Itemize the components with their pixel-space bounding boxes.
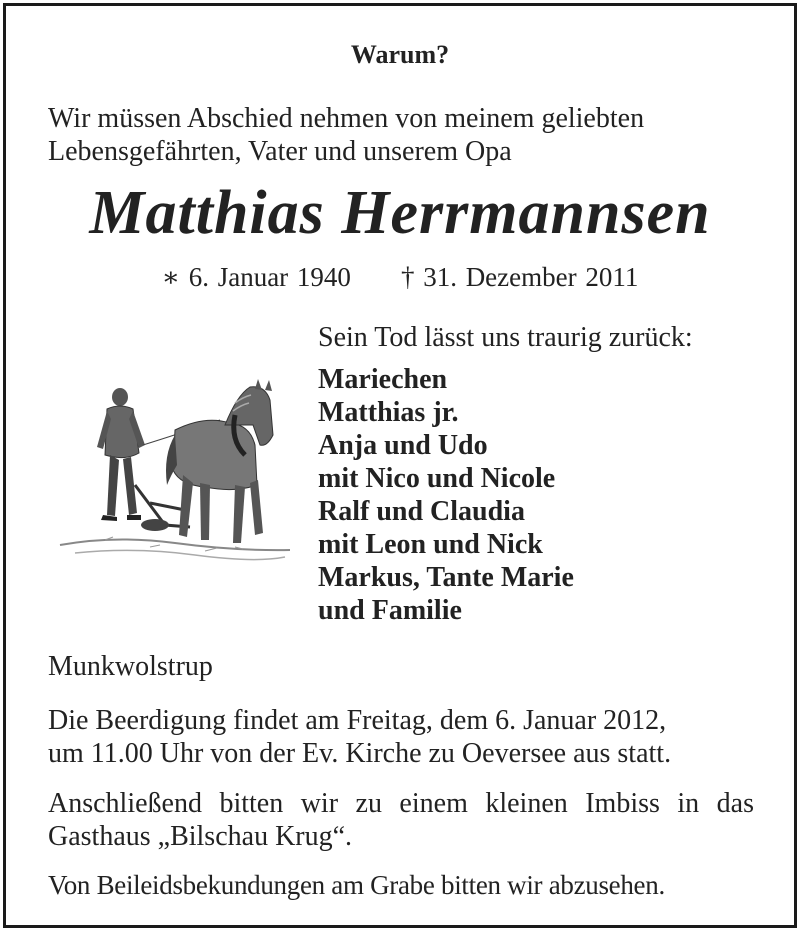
- funeral-line: Die Beerdigung findet am Freitag, dem 6. Januar 2012,: [48, 705, 667, 736]
- mourner-name: mit Leon und Nick: [318, 529, 543, 560]
- reception-info: Anschließend bitten wir zu einem kleinen Imbiss in das Gasthaus „Bilschau Krug“.: [48, 788, 754, 852]
- mourner-name: Anja und Udo: [318, 430, 488, 461]
- grief-line: Sein Tod lässt uns traurig zurück:: [318, 322, 693, 353]
- mourner-name: Ralf und Claudia: [318, 496, 525, 527]
- death-date: † 31. Dezember 2011: [400, 262, 639, 292]
- mourner-name: und Familie: [318, 595, 462, 626]
- funeral-line: um 11.00 Uhr von der Ev. Kirche zu Oeversee aus statt.: [48, 738, 672, 769]
- place-name: Munkwolstrup: [48, 651, 213, 682]
- birth-date: ∗ 6. Januar 1940: [161, 262, 351, 292]
- condolence-note: Von Beileidsbekundungen am Grabe bitten wir abzusehen.: [48, 870, 665, 900]
- mourner-name: Markus, Tante Marie: [318, 562, 574, 593]
- farmer-with-horse-plough-illustration: [55, 375, 295, 580]
- mourner-name: Mariechen: [318, 364, 448, 395]
- intro-line: Lebensgefährten, Vater und unserem Opa: [48, 136, 512, 167]
- life-dates: [0, 262, 800, 293]
- intro-text: [48, 102, 644, 168]
- notice-heading: Warum?: [350, 40, 450, 69]
- funeral-info: [48, 704, 671, 770]
- mourner-name: mit Nico und Nicole: [318, 463, 556, 494]
- mourners-list: [318, 363, 574, 627]
- mourner-name: Matthias jr.: [318, 397, 459, 428]
- deceased-name: Matthias Herrmannsen: [89, 179, 711, 247]
- intro-line: Wir müssen Abschied nehmen von meinem geliebten: [48, 103, 645, 134]
